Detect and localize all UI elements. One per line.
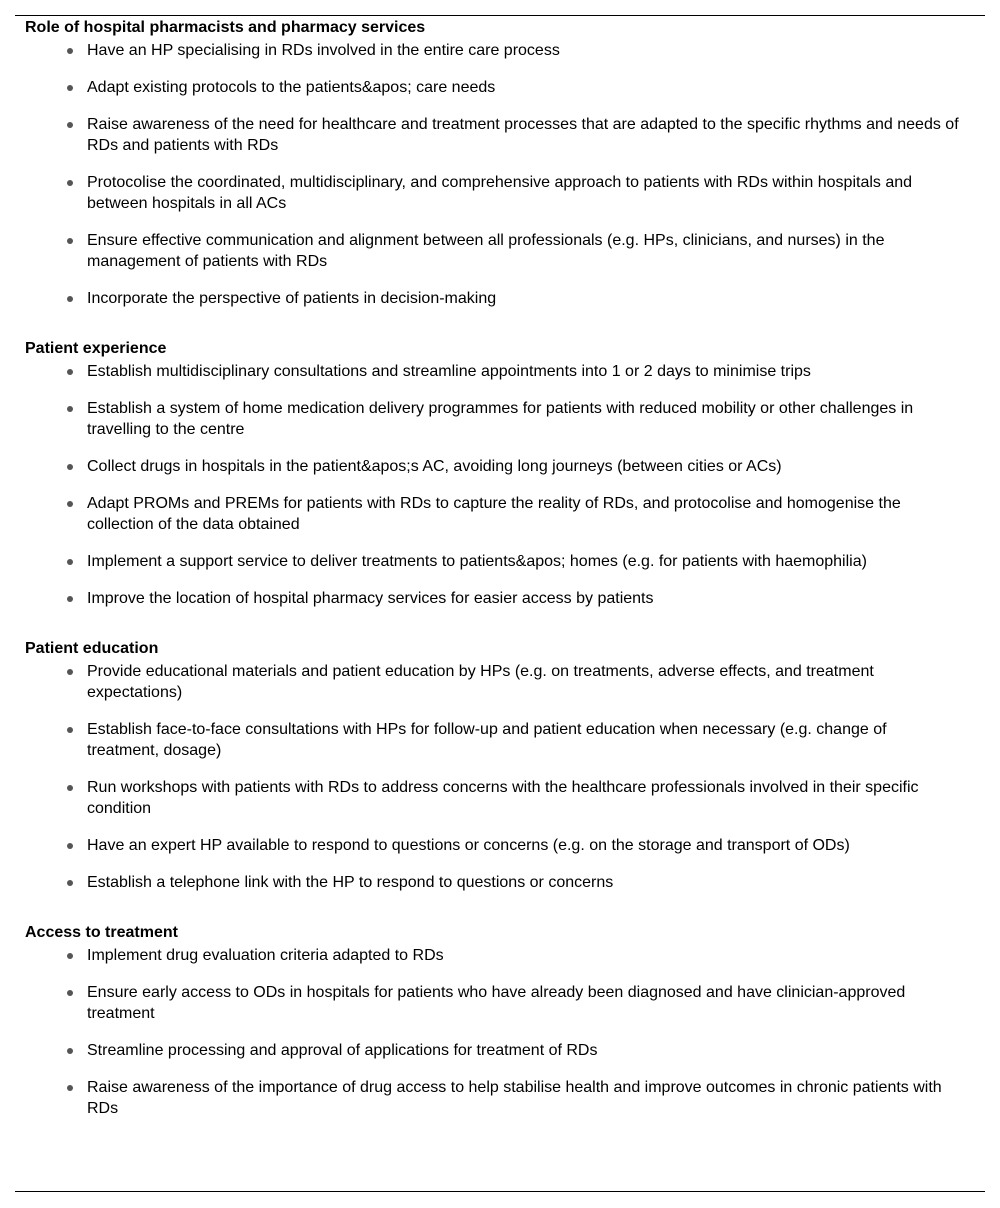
list-item <box>25 1077 960 1119</box>
list-item <box>25 982 960 1024</box>
bullet-icon <box>67 669 73 675</box>
item-text: Establish a telephone link with the HP to respond to questions or concerns <box>87 874 614 891</box>
list-item <box>25 40 960 61</box>
item-text: Establish a system of home medication delivery programmes for patients with reduced mobility or other challenges in travelling to the centre <box>87 400 914 438</box>
bullet-icon <box>67 180 73 186</box>
item-list <box>25 945 960 1119</box>
item-text: Ensure early access to ODs in hospitals for patients who have already been diagnosed and have clinician-approved treatment <box>87 984 906 1022</box>
bullet-icon <box>67 596 73 602</box>
list-item <box>25 172 960 214</box>
item-text: Have an HP specialising in RDs involved in the entire care process <box>87 42 560 59</box>
section-patient-experience <box>25 338 960 609</box>
item-text: Ensure effective communication and alignment between all professionals (e.g. HPs, clinicians, and nurses) in the management of patients with RDs <box>87 232 885 270</box>
recommendations-table <box>25 17 960 1148</box>
item-text: Collect drugs in hospitals in the patient&apos;s AC, avoiding long journeys (between cities or ACs) <box>87 458 782 475</box>
section-patient-education <box>25 638 960 893</box>
section-heading: Patient experience <box>25 340 167 357</box>
section-role-of-pharmacists <box>25 17 960 309</box>
section-access-to-treatment <box>25 922 960 1119</box>
bullet-icon <box>67 296 73 302</box>
table-top-rule <box>15 15 985 16</box>
bullet-icon <box>67 85 73 91</box>
bullet-icon <box>67 880 73 886</box>
list-item <box>25 77 960 98</box>
item-text: Establish face-to-face consultations with HPs for follow-up and patient education when necessary (e.g. change of treatment, dosage) <box>87 721 887 759</box>
item-text: Incorporate the perspective of patients in decision-making <box>87 290 497 307</box>
item-text: Improve the location of hospital pharmacy services for easier access by patients <box>87 590 654 607</box>
list-item <box>25 719 960 761</box>
item-list <box>25 361 960 609</box>
list-item <box>25 588 960 609</box>
bullet-icon <box>67 501 73 507</box>
item-text: Protocolise the coordinated, multidisciplinary, and comprehensive approach to patients with RDs within hospitals and between hospitals in all ACs <box>87 174 913 212</box>
bullet-icon <box>67 1048 73 1054</box>
list-item <box>25 114 960 156</box>
item-text: Establish multidisciplinary consultations and streamline appointments into 1 or 2 days to minimise trips <box>87 363 811 380</box>
item-text: Raise awareness of the need for healthcare and treatment processes that are adapted to the specific rhythms and needs of RDs and patients with RDs <box>87 116 959 154</box>
list-item <box>25 230 960 272</box>
section-heading: Role of hospital pharmacists and pharmacy services <box>25 19 426 36</box>
bullet-icon <box>67 727 73 733</box>
list-item <box>25 456 960 477</box>
item-text: Have an expert HP available to respond to questions or concerns (e.g. on the storage and transport of ODs) <box>87 837 850 854</box>
list-item <box>25 288 960 309</box>
bullet-icon <box>67 238 73 244</box>
bullet-icon <box>67 953 73 959</box>
item-list <box>25 661 960 893</box>
list-item <box>25 551 960 572</box>
item-text: Raise awareness of the importance of drug access to help stabilise health and improve outcomes in chronic patients with RDs <box>87 1079 942 1117</box>
list-item <box>25 1040 960 1061</box>
bullet-icon <box>67 48 73 54</box>
bullet-icon <box>67 406 73 412</box>
bullet-icon <box>67 464 73 470</box>
bullet-icon <box>67 559 73 565</box>
bullet-icon <box>67 369 73 375</box>
list-item <box>25 777 960 819</box>
item-text: Provide educational materials and patient education by HPs (e.g. on treatments, adverse effects, and treatment expectations) <box>87 663 874 701</box>
table-bottom-rule <box>15 1191 985 1192</box>
list-item <box>25 361 960 382</box>
item-text: Run workshops with patients with RDs to address concerns with the healthcare professionals involved in their specific condition <box>87 779 919 817</box>
item-text: Adapt existing protocols to the patients&apos; care needs <box>87 79 496 96</box>
list-item <box>25 661 960 703</box>
section-heading: Patient education <box>25 640 159 657</box>
section-heading: Access to treatment <box>25 924 178 941</box>
bullet-icon <box>67 843 73 849</box>
bullet-icon <box>67 1085 73 1091</box>
list-item <box>25 872 960 893</box>
list-item <box>25 835 960 856</box>
item-text: Streamline processing and approval of applications for treatment of RDs <box>87 1042 598 1059</box>
item-list <box>25 40 960 309</box>
bullet-icon <box>67 785 73 791</box>
list-item <box>25 493 960 535</box>
bullet-icon <box>67 122 73 128</box>
list-item <box>25 945 960 966</box>
item-text: Implement a support service to deliver treatments to patients&apos; homes (e.g. for patients with haemophilia) <box>87 553 867 570</box>
item-text: Implement drug evaluation criteria adapted to RDs <box>87 947 444 964</box>
list-item <box>25 398 960 440</box>
item-text: Adapt PROMs and PREMs for patients with RDs to capture the reality of RDs, and protocolise and homogenise the collection of the data obtained <box>87 495 901 533</box>
bullet-icon <box>67 990 73 996</box>
